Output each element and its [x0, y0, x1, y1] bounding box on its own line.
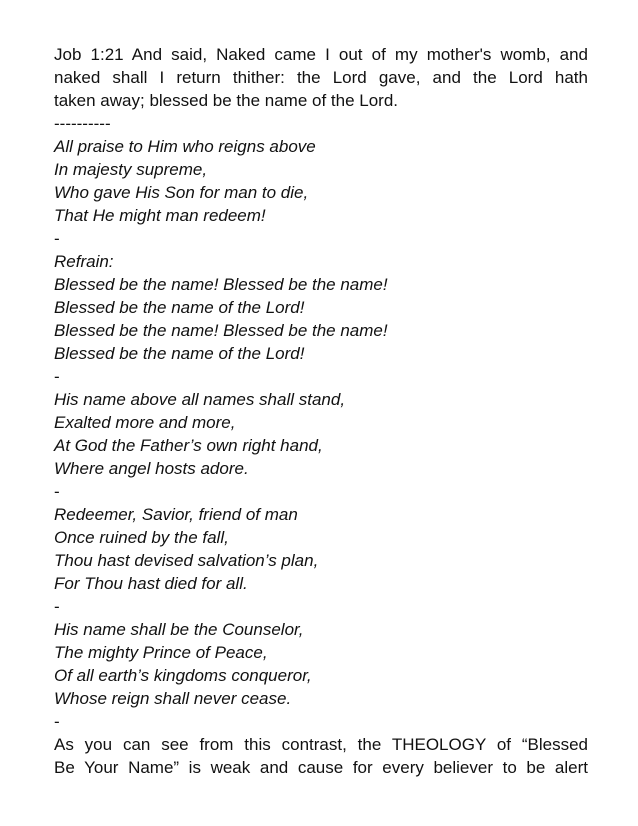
verse-line: His name above all names shall stand, — [54, 390, 346, 409]
refrain-line: Blessed be the name of the Lord! — [54, 344, 305, 363]
closing-line: As you can see from this contrast, the THEOLOGY of “Blessed — [54, 735, 588, 754]
closing-line: Be Your Name” is weak and cause for every believer to be alert — [54, 758, 588, 777]
verse-line: Once ruined by the fall, — [54, 528, 229, 547]
verse-line: Whose reign shall never cease. — [54, 689, 292, 708]
dash-separator: - — [54, 367, 60, 386]
verse-line: His name shall be the Counselor, — [54, 620, 304, 639]
verse-line: Of all earth’s kingdoms conqueror, — [54, 666, 312, 685]
verse-line: Where angel hosts adore. — [54, 459, 249, 478]
refrain-line: Blessed be the name! Blessed be the name! — [54, 321, 388, 340]
refrain-label: Refrain: — [54, 252, 114, 271]
verse-line: The mighty Prince of Peace, — [54, 643, 268, 662]
dash-separator: - — [54, 229, 60, 248]
verse-line: That He might man redeem! — [54, 206, 266, 225]
intro-line: taken away; blessed be the name of the Lord. — [54, 91, 399, 110]
dash-separator: - — [54, 597, 60, 616]
verse-line: In majesty supreme, — [54, 160, 208, 179]
verse-line: Thou hast devised salvation’s plan, — [54, 551, 319, 570]
separator: ---------- — [54, 114, 111, 133]
intro-line: naked shall I return thither: the Lord gave, and the Lord hath — [54, 68, 588, 87]
document-page — [54, 43, 588, 779]
refrain-line: Blessed be the name of the Lord! — [54, 298, 305, 317]
verse-line: At God the Father’s own right hand, — [54, 436, 323, 455]
dash-separator: - — [54, 712, 60, 731]
verse-line: Redeemer, Savior, friend of man — [54, 505, 298, 524]
intro-line: Job 1:21 And said, Naked came I out of my mother's womb, and — [54, 45, 588, 64]
dash-separator: - — [54, 482, 60, 501]
verse-line: Who gave His Son for man to die, — [54, 183, 309, 202]
verse-line: Exalted more and more, — [54, 413, 236, 432]
verse-line: For Thou hast died for all. — [54, 574, 248, 593]
verse-line: All praise to Him who reigns above — [54, 137, 316, 156]
refrain-line: Blessed be the name! Blessed be the name! — [54, 275, 388, 294]
